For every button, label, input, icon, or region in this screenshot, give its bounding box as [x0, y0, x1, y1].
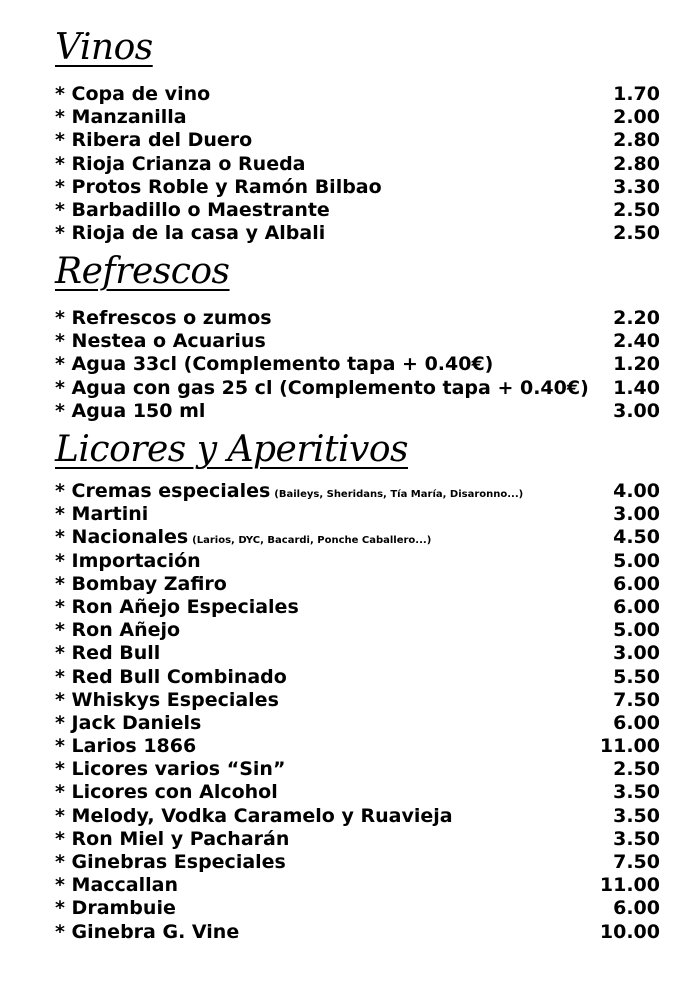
item-list-refrescos	[55, 307, 660, 423]
menu-item-name-wrap	[55, 758, 285, 781]
menu-item-name-wrap	[55, 550, 201, 573]
menu-item-name: * Whiskys Especiales	[55, 688, 279, 711]
menu-item	[55, 176, 660, 199]
menu-item-name: * Cremas especiales	[55, 480, 271, 502]
menu-item	[55, 199, 660, 222]
menu-item-price: 5.00	[613, 549, 660, 572]
menu-item	[55, 921, 660, 944]
menu-item-name: * Refrescos o zumos	[55, 307, 272, 329]
menu-item	[55, 874, 660, 897]
menu-item	[55, 377, 660, 400]
menu-item	[55, 550, 660, 573]
menu-item-name: * Maccallan	[55, 874, 178, 897]
menu-item	[55, 153, 660, 176]
menu-item-name: * Drambuie	[55, 897, 176, 920]
menu-item	[55, 400, 660, 423]
menu-item-price: 2.40	[613, 330, 660, 353]
menu-item	[55, 666, 660, 689]
menu-item-name: * Ginebras Especiales	[55, 851, 286, 873]
menu-item-price: 2.50	[613, 198, 660, 221]
menu-item-price: 2.80	[613, 152, 660, 175]
section-title-refrescos: Refrescos	[55, 251, 230, 292]
menu-item-name-wrap	[55, 222, 325, 245]
menu-item-price: 2.80	[613, 129, 660, 152]
menu-item-price: 1.40	[613, 376, 660, 399]
menu-item-name: * Bombay Zafiro	[55, 572, 227, 595]
menu-item	[55, 353, 660, 376]
item-list-licores	[55, 480, 660, 944]
menu-item-price: 6.00	[613, 595, 660, 618]
menu-item-price: 2.00	[613, 106, 660, 129]
menu-item-price: 11.00	[599, 735, 660, 758]
menu-item-name: * Agua 150 ml	[55, 399, 206, 422]
menu-item-price: 2.50	[613, 222, 660, 245]
menu-item-note: (Larios, DYC, Bacardi, Ponche Caballero...)	[192, 535, 432, 547]
menu-item	[55, 758, 660, 781]
menu-item	[55, 712, 660, 735]
menu-item-price: 3.50	[613, 804, 660, 827]
menu-item	[55, 526, 660, 549]
menu-item-name: * Nestea o Acuarius	[55, 330, 266, 353]
menu-item-price: 4.50	[613, 526, 660, 549]
menu-item-price: 3.50	[613, 827, 660, 850]
menu-item	[55, 735, 660, 758]
menu-item-price: 7.50	[613, 688, 660, 711]
menu-item	[55, 596, 660, 619]
menu-item	[55, 573, 660, 596]
menu-item-name: * Licores varios “Sin”	[55, 758, 286, 781]
menu-item	[55, 781, 660, 804]
menu-item-price: 3.00	[613, 399, 660, 422]
menu-item-name-wrap	[55, 353, 493, 376]
menu-item-name: * Manzanilla	[55, 106, 187, 129]
menu-item-name: * Licores con Alcohol	[55, 781, 278, 804]
menu-item-name: * Red Bull Combinado	[55, 665, 287, 688]
menu-item-name-wrap	[55, 805, 453, 828]
menu-item-name-wrap	[55, 153, 306, 176]
menu-item-name: * Agua con gas 25 cl (Complemento tapa + 0.40€)	[55, 376, 589, 399]
menu-item-name: * Ginebra G. Vine	[55, 920, 240, 943]
menu-item-name: * Ribera del Duero	[55, 129, 253, 152]
menu-item-price: 3.00	[613, 642, 660, 665]
menu-item-price: 3.00	[613, 503, 660, 526]
menu-item-name-wrap	[55, 400, 205, 423]
menu-item-price: 2.50	[613, 758, 660, 781]
menu-item	[55, 129, 660, 152]
menu-item-name-wrap	[55, 666, 287, 689]
menu-item-price: 1.20	[613, 353, 660, 376]
menu-item	[55, 480, 660, 503]
menu-item-name-wrap	[55, 642, 160, 665]
menu-item-name-wrap	[55, 83, 210, 106]
menu-item-name-wrap	[55, 851, 286, 874]
menu-item-name: * Rioja de la casa y Albali	[55, 222, 326, 245]
menu-item-name-wrap	[55, 199, 330, 222]
menu-item-price: 3.30	[613, 175, 660, 198]
section-title-vinos: Vinos	[55, 27, 153, 68]
menu-item-name-wrap	[55, 307, 272, 330]
menu-item-name: * Agua 33cl (Complemento tapa + 0.40€)	[55, 353, 494, 376]
menu-item-price: 6.00	[613, 897, 660, 920]
menu-item-note: (Baileys, Sheridans, Tía María, Disaronno...)	[274, 489, 524, 500]
menu-item-name: * Protos Roble y Ramón Bilbao	[55, 175, 382, 198]
menu-item-name-wrap	[55, 106, 187, 129]
menu-item-name-wrap	[55, 781, 278, 804]
menu-item	[55, 307, 660, 330]
menu-item-price: 2.20	[613, 307, 660, 329]
menu-item-name: * Importación	[55, 549, 201, 572]
menu-item	[55, 805, 660, 828]
menu-item	[55, 689, 660, 712]
menu-item-name-wrap	[55, 712, 201, 735]
menu-item-name: * Rioja Crianza o Rueda	[55, 152, 306, 175]
menu-item-price: 11.00	[599, 874, 660, 897]
menu-item	[55, 503, 660, 526]
menu-item	[55, 851, 660, 874]
menu-item-name: * Martini	[55, 503, 149, 526]
menu-item-name-wrap	[55, 129, 252, 152]
menu-item-name-wrap	[55, 596, 299, 619]
menu-item-name: * Copa de vino	[55, 83, 211, 105]
menu-item	[55, 619, 660, 642]
menu-item-price: 6.00	[613, 572, 660, 595]
menu-item-name-wrap	[55, 503, 148, 526]
menu-item-name-wrap	[55, 897, 176, 920]
menu-item	[55, 83, 660, 106]
menu-item	[55, 828, 660, 851]
menu-item-name: * Larios 1866	[55, 735, 197, 758]
menu-item-price: 4.00	[613, 480, 660, 502]
menu-item	[55, 642, 660, 665]
menu-item-price: 10.00	[599, 920, 660, 943]
menu-item-name-wrap	[55, 874, 178, 897]
menu-item-name-wrap	[55, 377, 589, 400]
menu-item	[55, 897, 660, 920]
item-list-vinos	[55, 83, 660, 245]
menu-item	[55, 330, 660, 353]
menu-item-price: 7.50	[613, 851, 660, 873]
menu-item	[55, 106, 660, 129]
menu-item	[55, 222, 660, 245]
menu-item-price: 3.50	[613, 781, 660, 804]
menu-item-name-wrap	[55, 176, 382, 199]
menu-item-name: * Melody, Vodka Caramelo y Ruavieja	[55, 804, 453, 827]
menu-item-price: 6.00	[613, 711, 660, 734]
menu-item-name-wrap	[55, 921, 239, 944]
menu-item-name: * Ron Miel y Pacharán	[55, 827, 290, 850]
menu-item-price: 5.50	[613, 665, 660, 688]
menu-item-price: 1.70	[613, 83, 660, 105]
menu-item-name: * Jack Daniels	[55, 711, 202, 734]
menu-item-name: * Ron Añejo	[55, 619, 181, 642]
menu-item-name: * Nacionales	[55, 526, 189, 549]
menu-item-name: * Barbadillo o Maestrante	[55, 198, 330, 221]
menu-item-name-wrap	[55, 735, 196, 758]
menu-item-name-wrap	[55, 573, 227, 596]
menu-item-name-wrap	[55, 828, 289, 851]
section-title-licores: Licores y Aperitivos	[55, 429, 409, 470]
menu-item-name-wrap	[55, 619, 180, 642]
menu-item-name-wrap	[55, 689, 279, 712]
menu-item-price: 5.00	[613, 619, 660, 642]
menu-item-name: * Ron Añejo Especiales	[55, 595, 299, 618]
menu-item-name-wrap	[55, 330, 266, 353]
menu-item-name: * Red Bull	[55, 642, 161, 665]
